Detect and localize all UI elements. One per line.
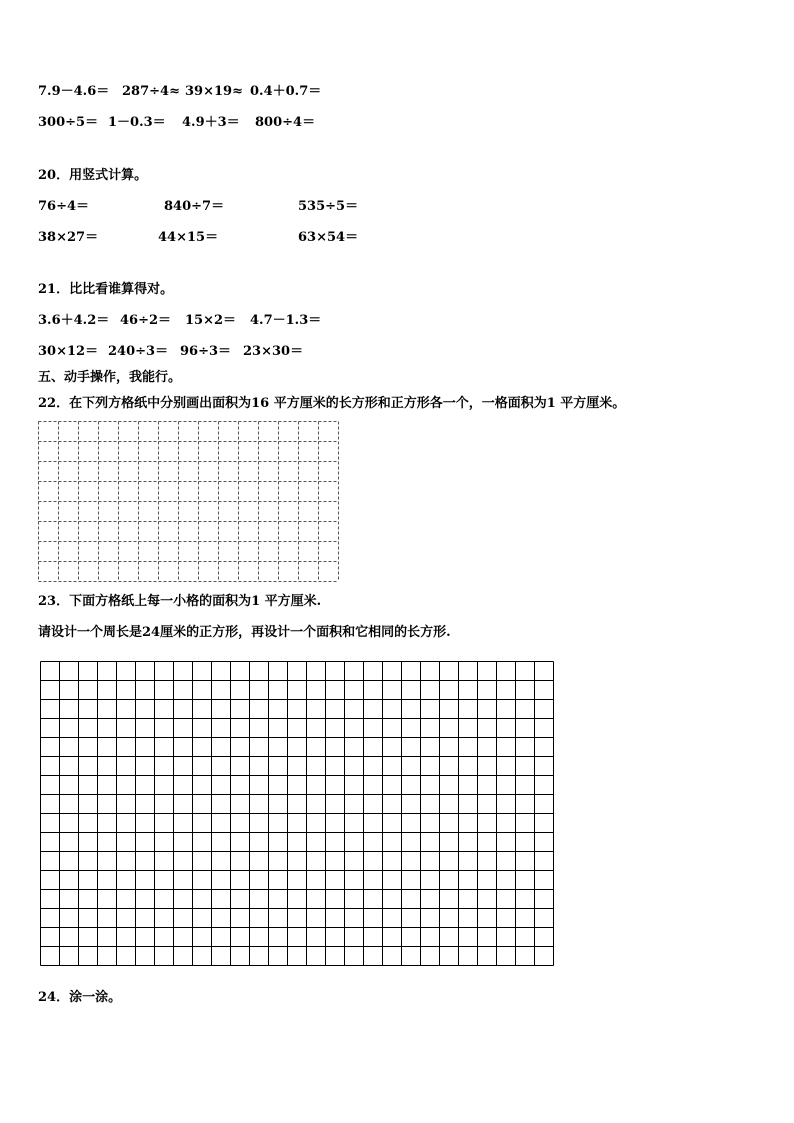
q21-title: 21．比比看谁算得对。 xyxy=(38,282,174,297)
q23-title: 23．下面方格纸上每一小格的面积为1 平方厘米. xyxy=(38,594,322,609)
q23-instruction: 请设计一个周长是24厘米的正方形，再设计一个面积和它相同的长方形. xyxy=(38,625,451,640)
arith-item: 800÷4＝ xyxy=(255,115,316,130)
q21-item: 46÷2＝ xyxy=(120,313,172,328)
q20-item: 840÷7＝ xyxy=(164,199,225,214)
arith-item: 300÷5＝ xyxy=(38,115,99,130)
arith-item: 39×19≈ xyxy=(185,84,243,99)
square-grid-paper[interactable] xyxy=(40,661,556,968)
arith-item: 7.9－4.6＝ xyxy=(38,84,110,99)
q21-item: 15×2＝ xyxy=(185,313,237,328)
q21-item: 4.7－1.3＝ xyxy=(250,313,322,328)
q20-item: 44×15＝ xyxy=(158,230,219,245)
dashed-grid-paper[interactable] xyxy=(38,421,340,583)
q20-item: 38×27＝ xyxy=(38,230,99,245)
q21-item: 96÷3＝ xyxy=(180,344,232,359)
q20-item: 535÷5＝ xyxy=(298,199,359,214)
arith-item: 287÷4≈ xyxy=(122,84,180,99)
q20-item: 63×54＝ xyxy=(298,230,359,245)
q20-item: 76÷4＝ xyxy=(38,199,90,214)
q20-title: 20．用竖式计算。 xyxy=(38,168,148,183)
q21-item: 23×30＝ xyxy=(243,344,304,359)
q22-title: 22．在下列方格纸中分别画出面积为16 平方厘米的长方形和正方形各一个，一格面积为1 平方厘米。 xyxy=(38,396,626,411)
q21-item: 240÷3＝ xyxy=(108,344,169,359)
arith-item: 1－0.3＝ xyxy=(108,115,166,130)
arith-item: 4.9＋3＝ xyxy=(182,115,240,130)
arith-item: 0.4＋0.7＝ xyxy=(250,84,322,99)
q24-title: 24．涂一涂。 xyxy=(38,990,122,1005)
q21-item: 30×12＝ xyxy=(38,344,99,359)
section-five-heading: 五、动手操作，我能行。 xyxy=(38,370,182,385)
q21-item: 3.6＋4.2＝ xyxy=(38,313,110,328)
